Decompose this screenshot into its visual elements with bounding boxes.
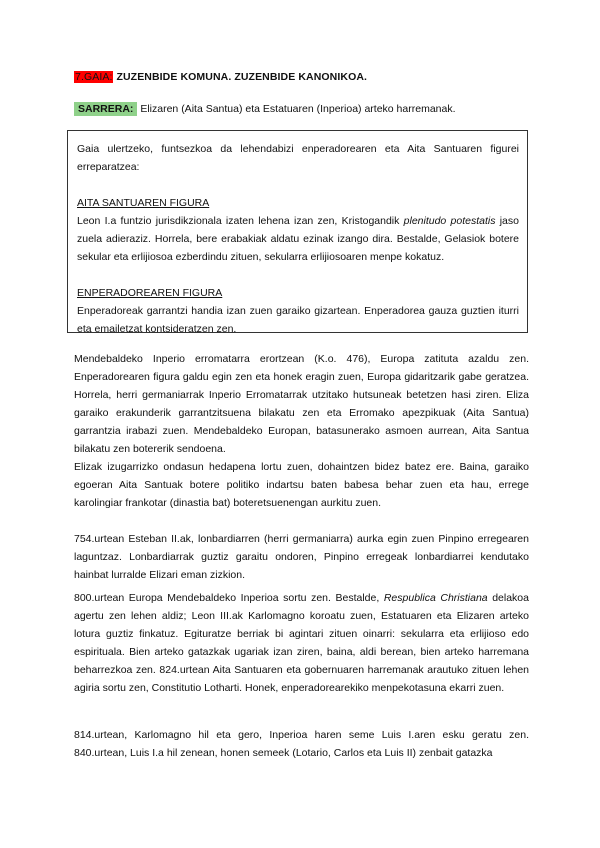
box-intro: Gaia ulertzeko, funtsezkoa da lehendabizi enperadorearen eta Aita Santuaren figurei erreparatzea: — [77, 143, 519, 173]
section-text-pope-b: jaso zuela adieraziz. Horrela, bere erabakiak aldatu ezinak izango dira. Bestalde, Gelasiok botere sekular eta erlijiosoa ezberdindu zituen, sekularra erlijiosoaren menpe kokatuz. — [77, 215, 519, 263]
paragraph-1b: Elizak izugarrizko ondasun hedapena lortu zuen, dohaintzen bidez batez ere. Baina, garaiko egoeran Aita Santuak botere politiko indartsu baten babesa behar zuen eta hau, errege karolingiar frankotar (dinastia bat) boteretsuenengan aurkitu zuen. — [74, 461, 529, 509]
chapter-tag: 7.GAIA: — [75, 71, 113, 83]
section-text-pope — [77, 212, 519, 266]
page-title — [74, 71, 367, 83]
paragraph-1a: Mendebaldeko Inperio erromatarra erortzean (K.o. 476), Europa zatituta azaldu zen. Enperadorearen figura galdu egin zen eta honek eragin zuen, Europa gidaritzarik gabe geratzea. Horrela, herri germaniarrak Inperio Erromatarrak utzitako hutsuneak betetzen hasi ziren. Eliza garaiko erakunderik garrantzitsuena bilakatu zen eta Erromako apezpikuak (Aita Santua) garrantzia irabazi zuen. Mendebaldeko Europan, batasunerako asmoen aurrean, Aita Santua bilakatu zen botererik sendoena. — [74, 353, 529, 455]
summary-box — [67, 130, 528, 333]
paragraph-1 — [74, 350, 529, 512]
section-text-emperor: Enperadoreak garrantzi handia izan zuen garaiko gizartean. Enperadorea gauza guztien iturri eta emailetzat kontsideratzen zen. — [77, 305, 519, 335]
section-text-pope-a: Leon I.a funtzio jurisdikzionala izaten lehena izan zen, Kristogandik — [77, 215, 404, 227]
section-heading-emperor: ENPERADOREAREN FIGURA — [77, 287, 223, 299]
intro-text: Elizaren (Aita Santua) eta Estatuaren (Inperioa) arteko harremanak. — [137, 103, 456, 115]
paragraph-2-text: 754.urtean Esteban II.ak, lonbardiarren (herri germaniarra) aurka egin zuen Pinpino erregearen laguntzaz. Lonbardiarrak guztiz garaitu ondoren, Pinpino erregeak lonbardiarrei kendutako hainbat lurralde Elizari eman zizkion. — [74, 533, 529, 581]
intro-line — [74, 103, 456, 115]
paragraph-3 — [74, 589, 529, 697]
section-heading-pope: AITA SANTUAREN FIGURA — [77, 197, 210, 209]
intro-tag: SARRERA: — [74, 102, 137, 116]
paragraph-3a: 800.urtean Europa Mendebaldeko Inperioa sortu zen. Bestalde, — [74, 592, 384, 604]
paragraph-3-italic: Respublica Christiana — [383, 592, 488, 604]
chapter-title: ZUZENBIDE KOMUNA. ZUZENBIDE KANONIKOA. — [113, 71, 368, 83]
paragraph-3-text — [74, 589, 529, 697]
paragraph-4-text: 814.urtean, Karlomagno hil eta gero, Inperioa haren seme Luis I.aren esku geratu zen. 840.urtean, Luis I.a hil zenean, honen semeek (Lotario, Carlos eta Luis II) zenbait gatazka — [74, 729, 529, 759]
paragraph-2 — [74, 530, 529, 584]
section-text-pope-italic: plenitudo potestatis — [403, 215, 496, 227]
paragraph-4 — [74, 726, 529, 762]
paragraph-3b: delakoa agertu zen lehen aldiz; Leon III.ak Karlomagno koroatu zuen, Estatuaren eta Elizaren arteko lotura guztiz finkatuz. Egituratze berriak bi agintari zituen oinarri: sekularra eta erlijioso edo espirituala. Bien arteko gatazkak ugariak izan ziren, baina, aldi berean, bien arteko harremana beharrezkoa zen. 824.urtean Aita Santuaren eta gobernuaren harremanak arautuko zituen lehen agiria sortu zen, Constitutio Lotharti. Honek, enperadorearekiko menpekotasuna ekarri zuen. — [74, 592, 529, 694]
